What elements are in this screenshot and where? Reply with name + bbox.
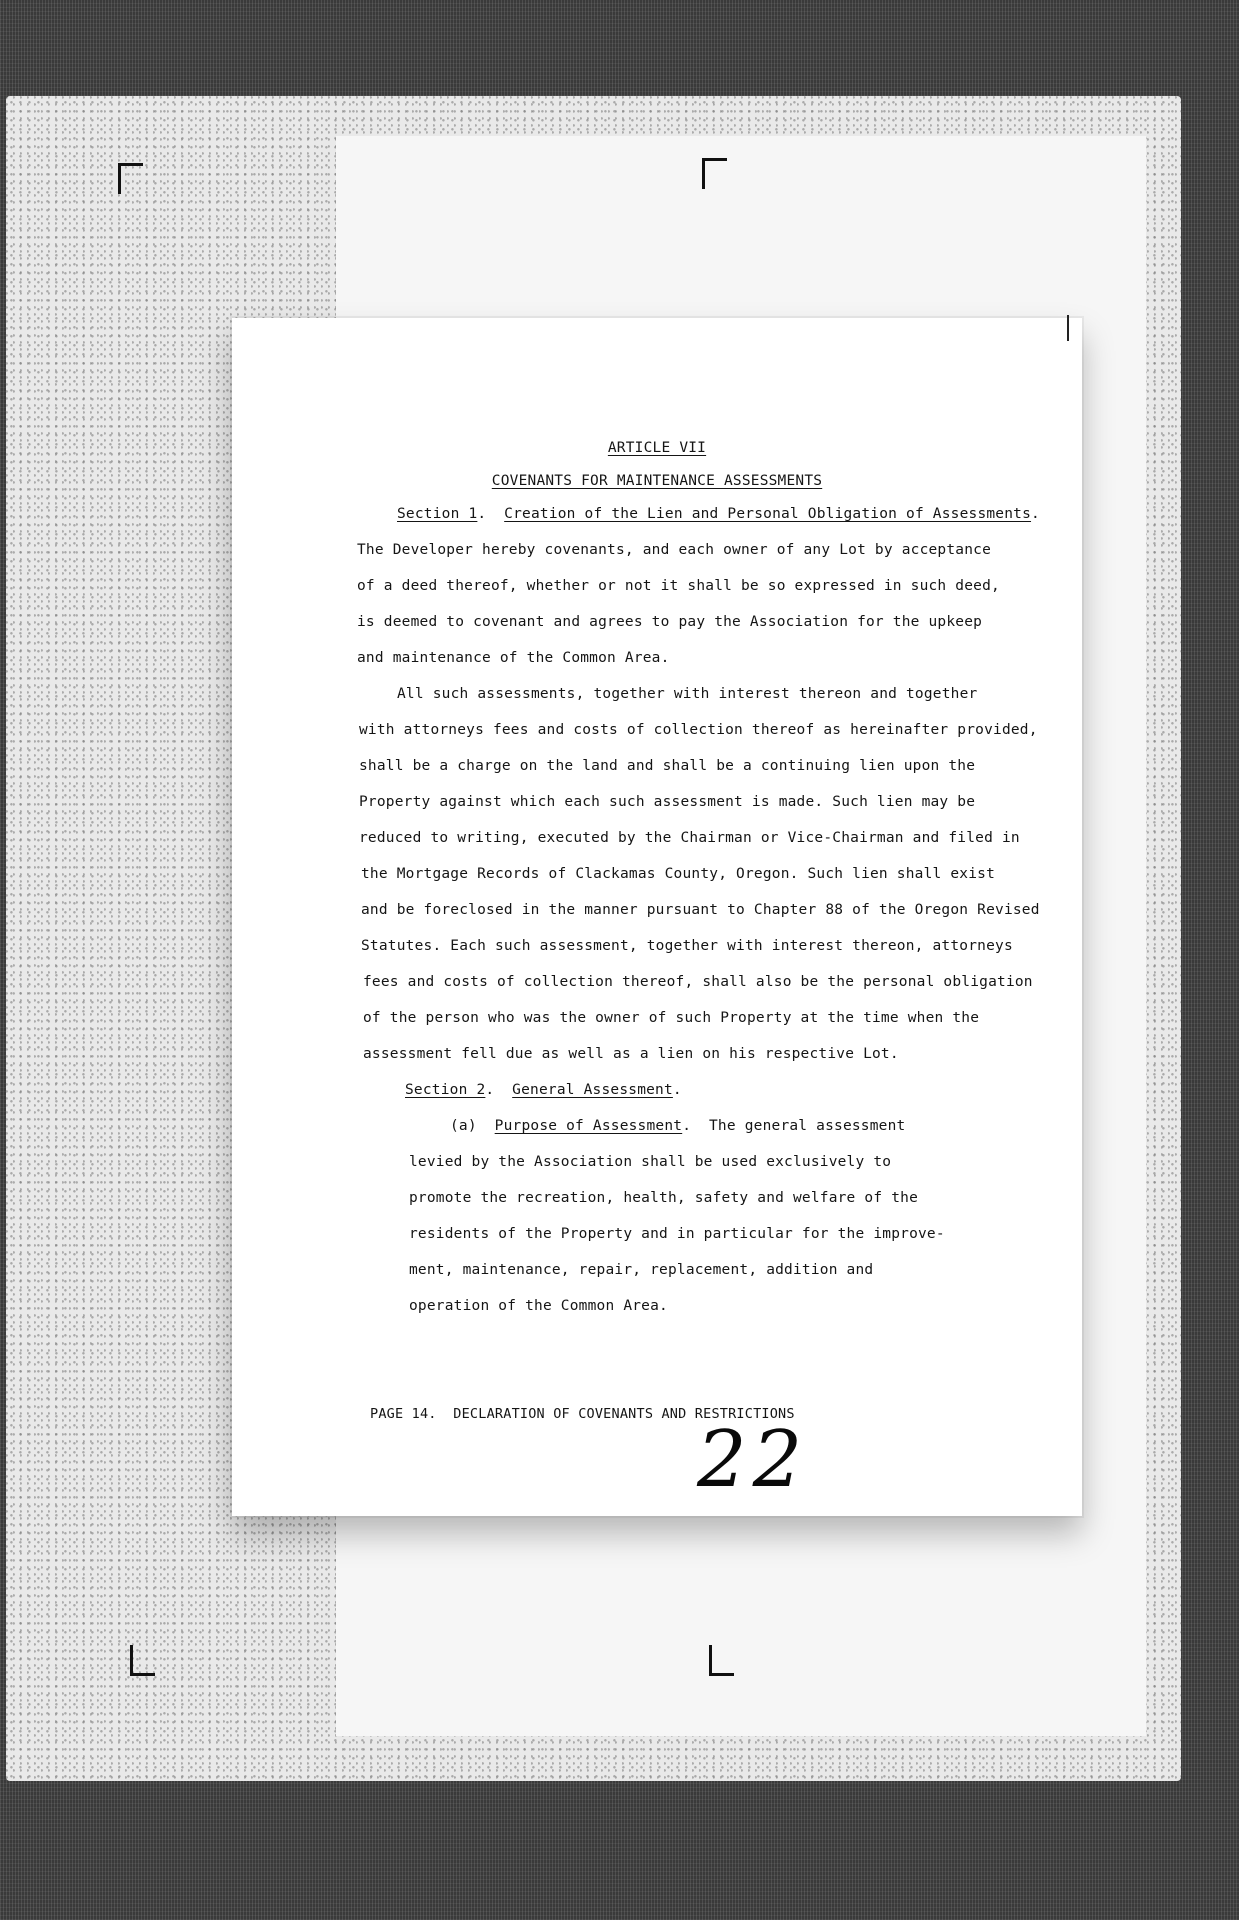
crop-mark-bottom-center xyxy=(709,1645,734,1676)
section1-line-4: and maintenance of the Common Area. xyxy=(357,650,670,666)
section2-heading: General Assessment xyxy=(512,1082,673,1098)
section1-para2-line-3: shall be a charge on the land and shall be a continuing lien upon the xyxy=(359,758,976,774)
section1-heading-line: Section 1. Creation of the Lien and Personal Obligation of Assessments. xyxy=(397,506,1040,522)
section1-para2-line-4: Property against which each such assessment is made. Such lien may be xyxy=(359,794,976,810)
section1-para2-line-1: All such assessments, together with interest thereon and together xyxy=(397,686,978,702)
section1-line-3: is deemed to covenant and agrees to pay the Association for the upkeep xyxy=(357,614,983,630)
sub-a-line-5: operation of the Common Area. xyxy=(409,1298,668,1314)
section1-line-1: The Developer hereby covenants, and each owner of any Lot by acceptance xyxy=(357,542,992,558)
section2-sub-a-line: (a) Purpose of Assessment. The general assessment xyxy=(450,1118,906,1134)
document-page xyxy=(232,318,1082,1516)
section2-label: Section 2 xyxy=(405,1082,486,1098)
section1-para2-line-8: Statutes. Each such assessment, together with interest thereon, attorneys xyxy=(361,938,1013,954)
section1-para2-line-7: and be foreclosed in the manner pursuant to Chapter 88 of the Oregon Revised xyxy=(361,902,1040,918)
section1-label: Section 1 xyxy=(397,506,478,522)
footer-page: PAGE 14. xyxy=(370,1406,437,1422)
section1-para2-line-9: fees and costs of collection thereof, shall also be the personal obligation xyxy=(363,974,1033,990)
footer-title: DECLARATION OF COVENANTS AND RESTRICTIONS xyxy=(453,1406,795,1422)
section1-para2-line-2: with attorneys fees and costs of collection thereof as hereinafter provided, xyxy=(359,722,1038,738)
sub-a-marker: (a) xyxy=(450,1118,477,1134)
section1-line-2: of a deed thereof, whether or not it shall be so expressed in such deed, xyxy=(357,578,1000,594)
section1-para2-line-5: reduced to writing, executed by the Chairman or Vice-Chairman and filed in xyxy=(359,830,1020,846)
article-title: COVENANTS FOR MAINTENANCE ASSESSMENTS xyxy=(491,473,823,489)
crop-mark-top-left xyxy=(118,163,143,194)
handwritten-page-number: 22 xyxy=(697,1415,809,1505)
section1-para2-line-10: of the person who was the owner of such Property at the time when the xyxy=(363,1010,980,1026)
section1-para2-line-11: assessment fell due as well as a lien on his respective Lot. xyxy=(363,1046,899,1062)
sub-a-line-4: ment, maintenance, repair, replacement, addition and xyxy=(409,1262,874,1278)
sub-a-line-1: levied by the Association shall be used exclusively to xyxy=(409,1154,892,1170)
sub-a-heading: Purpose of Assessment xyxy=(494,1118,683,1134)
sub-a-line-3: residents of the Property and in particular for the improve- xyxy=(409,1226,945,1242)
sub-a-line-2: promote the recreation, health, safety and welfare of the xyxy=(409,1190,918,1206)
section2-heading-line: Section 2. General Assessment. xyxy=(405,1082,682,1098)
sub-a-first: The general assessment xyxy=(709,1118,906,1134)
page-edge-mark xyxy=(1067,315,1069,341)
section1-para2-line-6: the Mortgage Records of Clackamas County, Oregon. Such lien shall exist xyxy=(361,866,996,882)
section1-heading: Creation of the Lien and Personal Obligation of Assessments xyxy=(504,506,1032,522)
crop-mark-bottom-left xyxy=(130,1645,155,1676)
article-number: ARTICLE VII xyxy=(607,440,707,456)
crop-mark-top-center xyxy=(702,158,727,189)
